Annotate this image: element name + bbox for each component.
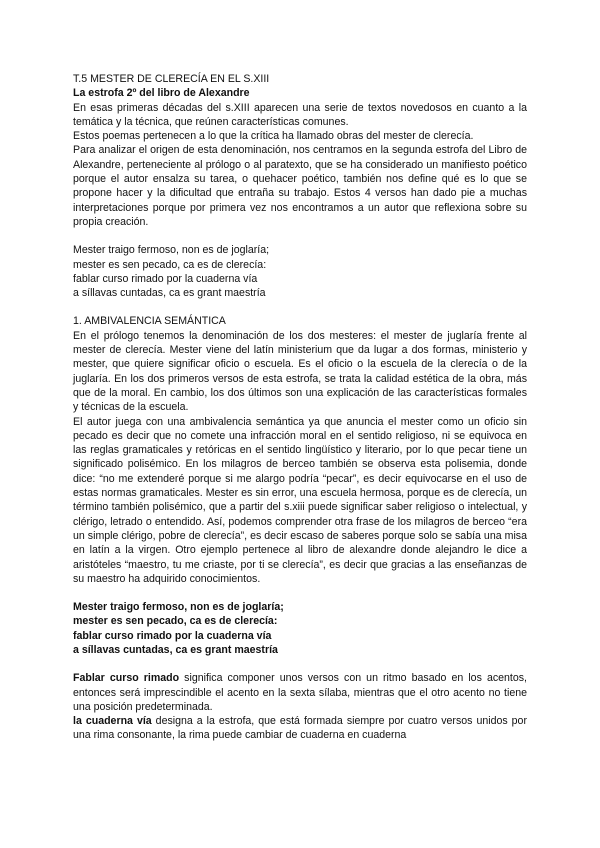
- document-page: [73, 72, 527, 743]
- verse-block-bold: [73, 600, 527, 657]
- intro-paragraph: Para analizar el origen de esta denominación, nos centramos en la segunda estrofa del Libro de Alexandre, perteneciente al prólogo o al paratexto, que se ha considerado un manifiesto poético porque el autor ensalza su tarea, o quehacer poético, también nos define qué es lo que se propone hacer y la dificultad que entraña su trabajo. Estos 4 versos han dado pie a muchas interpretaciones porque por primera vez nos encontramos a un autor que reflexiona sobre su propia creación.: [73, 144, 527, 228]
- verse-line: Mester traigo fermoso, non es de joglaría;: [73, 244, 270, 257]
- closing-term: la cuaderna vía: [73, 715, 152, 728]
- verse-line: a síllavas cuntadas, ca es grant maestría: [73, 643, 278, 656]
- document-title: T.5 MESTER DE CLERECÍA EN EL S.XIII: [73, 73, 270, 85]
- closing-text: significa componer unos versos con un ritmo basado en los acentos, entonces será imprescindible el acento en la sexta sílaba, mientras que el otro acento no tiene una posición predeterminada.: [73, 672, 527, 713]
- verse-block: [73, 243, 527, 300]
- verse-line: mester es sen pecado, ca es de clerecía:: [73, 615, 278, 628]
- verse-line: fablar curso rimado por la cuaderna vía: [73, 272, 258, 285]
- verse-line: fablar curso rimado por la cuaderna vía: [73, 629, 272, 642]
- section-paragraph: El autor juega con una ambivalencia semántica ya que anuncia el mester como un oficio sin pecado es decir que no comete una infracción moral en el sentido religioso, ni se equivoca en las reglas gramaticales y retóricas en el sentido lingüístico y literario, por lo que pecar tiene un significado polisémico. En los milagros de berceo también se observa esta polisemia, donde dice: “no me extenderé porque si me alargo podría “pecar”, es decir equivocarse en el uso de estas normas gramaticales. Mester es sin error, una escuela hermosa, porque es de clerecía, un término también polisémico, que a partir del s.xiii puede significar saber religioso o intelectual, y clérigo, letrado o entendido. Así, podemos comprender otra frase de los milagros de berceo “era un simple clérigo, pobre de clerecía”, es decir escaso de saberes porque solo se sabía una misa en latín a la virgen. Otro ejemplo pertenece al libro de alexandre donde alejandro le dice a aristóteles “maestro, tu me criaste, por ti se clerecía”, es decir que gracias a las enseñanzas de su maestro ha adquirido conocimientos.: [73, 415, 527, 585]
- document-subtitle: La estrofa 2º del libro de Alexandre: [73, 87, 250, 100]
- verse-line: a síllavas cuntadas, ca es grant maestría: [73, 287, 266, 300]
- closing-paragraph: [73, 714, 527, 743]
- section-paragraph: En el prólogo tenemos la denominación de los dos mesteres: el mester de juglaría frente al mester de clerecía. Mester viene del latín ministerium que da lugar a dos formas, ministerio y mester, que quiere significar oficio o escuela. Es el oficio o la escuela de la clerecía o de la juglaría. En los dos primeros versos de esta estrofa, se trata la calidad estética de la obra, más que de la moral. En cambio, los dos últimos son una explicación de las características formales y técnicas de la escuela.: [73, 329, 527, 414]
- verse-line: mester es sen pecado, ca es de clerecía:: [73, 258, 267, 271]
- closing-term: Fablar curso rimado: [73, 672, 180, 685]
- intro-paragraph: En esas primeras décadas del s.XIII aparecen una serie de textos novedosos en cuanto a la temática y la técnica, que reúnen características comunes.: [73, 101, 527, 128]
- closing-paragraph: [73, 671, 527, 714]
- intro-paragraph: Estos poemas pertenecen a lo que la crítica ha llamado obras del mester de clerecía.: [73, 130, 474, 143]
- verse-line: Mester traigo fermoso, non es de joglaría;: [73, 601, 284, 614]
- closing-text: designa a la estrofa, que está formada siempre por cuatro versos unidos por una rima consonante, la rima puede cambiar de cuaderna en cuaderna: [73, 715, 527, 742]
- section-heading: 1. AMBIVALENCIA SEMÁNTICA: [73, 315, 226, 328]
